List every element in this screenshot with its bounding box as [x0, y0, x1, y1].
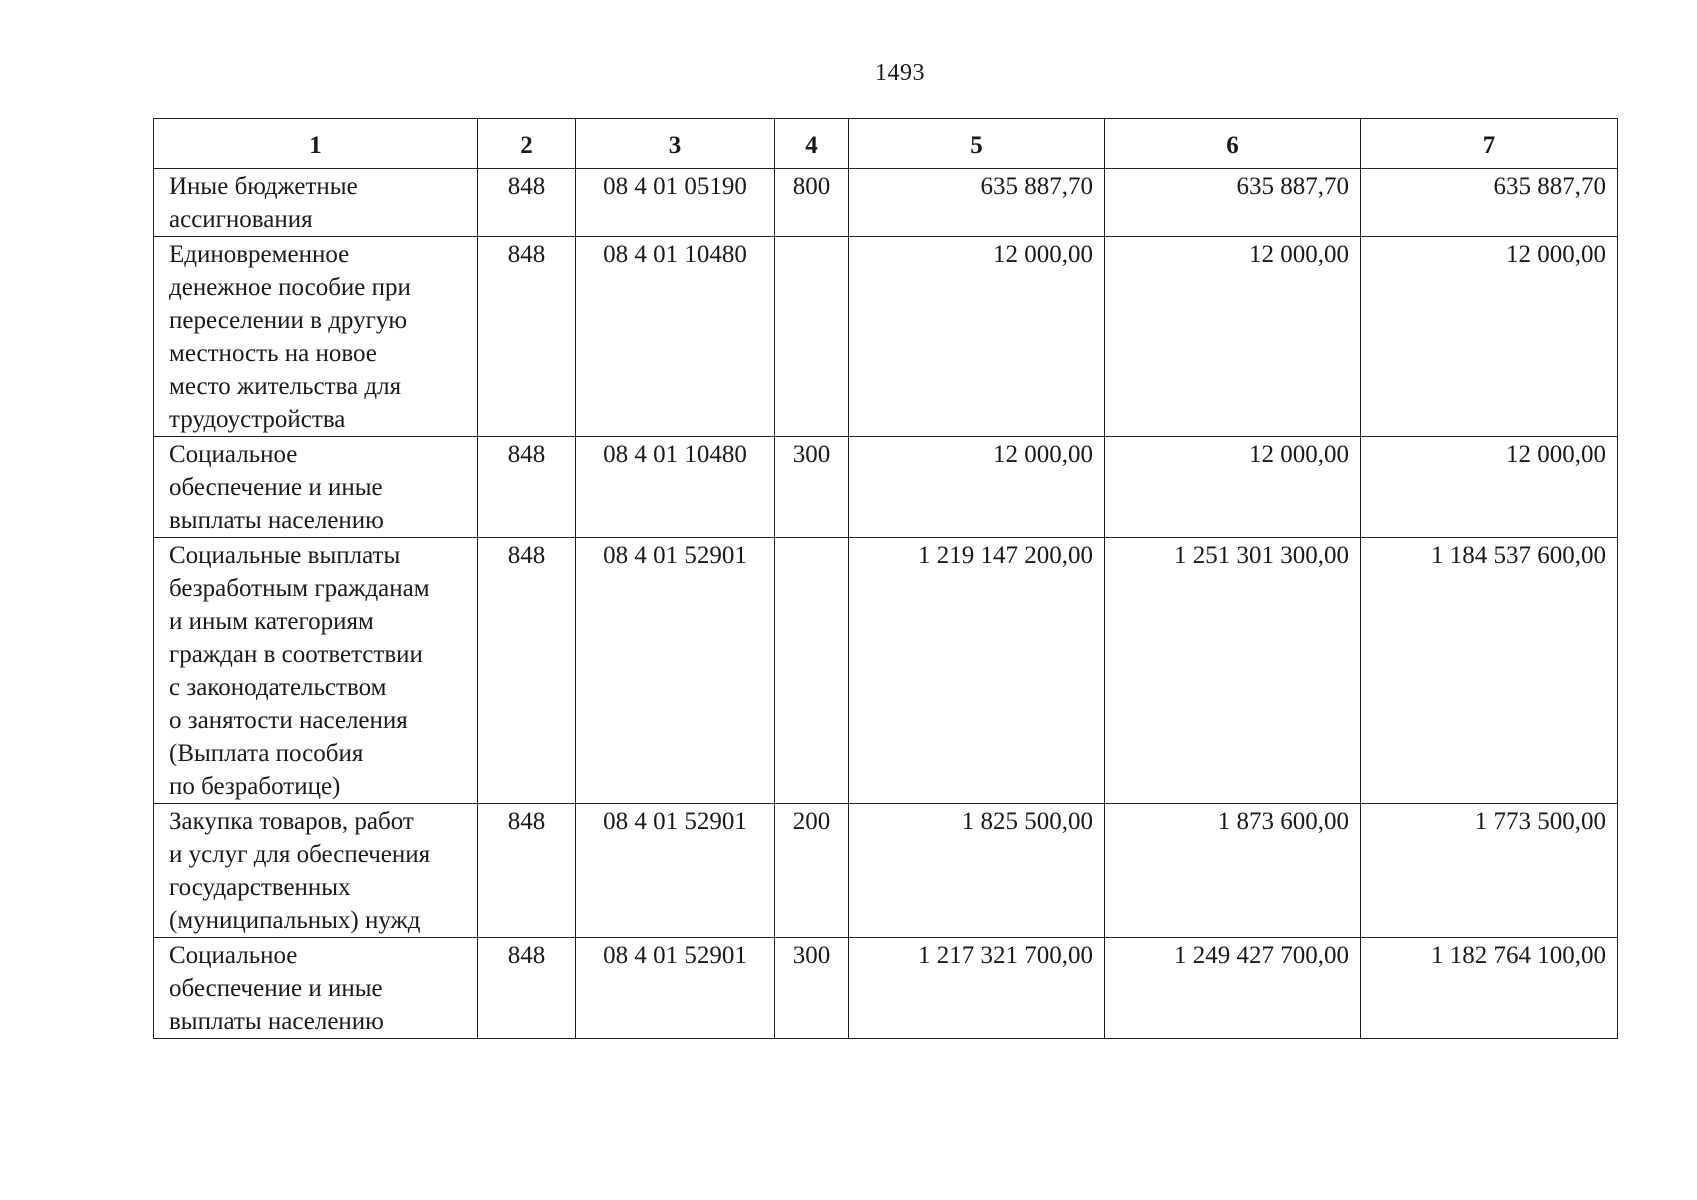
table-header	[154, 119, 1618, 169]
table-row	[154, 938, 1618, 1039]
col5-cell: 12 000,00	[849, 237, 1105, 437]
col4-cell	[775, 538, 849, 804]
name-line: выплаты населению	[169, 1008, 384, 1035]
header-cell-6: 6	[1105, 119, 1361, 169]
col2-cell: 848	[478, 538, 576, 804]
col6-cell: 1 873 600,00	[1105, 804, 1361, 938]
col5-cell: 1 825 500,00	[849, 804, 1105, 938]
name-line: обеспечение и иные	[169, 474, 383, 501]
col4-cell: 300	[775, 437, 849, 538]
col5-cell: 12 000,00	[849, 437, 1105, 538]
col2-cell: 848	[478, 804, 576, 938]
name-line: переселении в другую	[169, 307, 408, 334]
col3-cell: 08 4 01 10480	[576, 437, 775, 538]
name-line: выплаты населению	[169, 507, 384, 534]
name-line: о занятости населения	[169, 707, 408, 734]
name-line: обеспечение и иные	[169, 975, 383, 1002]
col7-cell: 1 184 537 600,00	[1361, 538, 1618, 804]
col4-cell	[775, 237, 849, 437]
col3-cell: 08 4 01 10480	[576, 237, 775, 437]
col6-cell: 1 249 427 700,00	[1105, 938, 1361, 1039]
table-row	[154, 437, 1618, 538]
page-number: 1493	[875, 60, 925, 86]
col7-cell: 1 773 500,00	[1361, 804, 1618, 938]
col2-cell: 848	[478, 237, 576, 437]
name-line: Социальное	[169, 441, 298, 468]
col3-cell: 08 4 01 52901	[576, 538, 775, 804]
table-row	[154, 804, 1618, 938]
col6-cell: 12 000,00	[1105, 437, 1361, 538]
col2-cell: 848	[478, 169, 576, 237]
col4-cell: 300	[775, 938, 849, 1039]
name-line: по безработице)	[169, 773, 341, 800]
name-line: Иные бюджетные	[169, 173, 358, 200]
col4-cell: 800	[775, 169, 849, 237]
col5-cell: 635 887,70	[849, 169, 1105, 237]
name-line: Социальное	[169, 942, 298, 969]
col5-cell: 1 217 321 700,00	[849, 938, 1105, 1039]
row-name-cell	[154, 237, 478, 437]
col6-cell: 12 000,00	[1105, 237, 1361, 437]
name-line: ассигнования	[169, 206, 313, 233]
col4-cell: 200	[775, 804, 849, 938]
name-line: безработным гражданам	[169, 575, 430, 602]
header-cell-4: 4	[775, 119, 849, 169]
col3-cell: 08 4 01 52901	[576, 804, 775, 938]
col7-cell: 12 000,00	[1361, 437, 1618, 538]
header-cell-7: 7	[1361, 119, 1618, 169]
table-row	[154, 169, 1618, 237]
table-body	[154, 169, 1618, 1039]
row-name-cell	[154, 804, 478, 938]
col2-cell: 848	[478, 938, 576, 1039]
col7-cell: 12 000,00	[1361, 237, 1618, 437]
name-line: местность на новое	[169, 340, 377, 367]
col3-cell: 08 4 01 52901	[576, 938, 775, 1039]
budget-table	[153, 118, 1618, 1039]
header-cell-5: 5	[849, 119, 1105, 169]
name-line: (муниципальных) нужд	[169, 907, 421, 934]
name-line: денежное пособие при	[169, 274, 411, 301]
col6-cell: 635 887,70	[1105, 169, 1361, 237]
table-row	[154, 538, 1618, 804]
name-line: место жительства для	[169, 373, 402, 400]
name-line: граждан в соответствии	[169, 641, 423, 668]
name-line: государственных	[169, 874, 351, 901]
name-line: (Выплата пособия	[169, 740, 364, 767]
name-line: Социальные выплаты	[169, 542, 401, 569]
name-line: Закупка товаров, работ	[169, 808, 414, 835]
name-line: и иным категориям	[169, 608, 374, 635]
header-row	[154, 119, 1618, 169]
header-cell-3: 3	[576, 119, 775, 169]
header-cell-1: 1	[154, 119, 478, 169]
col5-cell: 1 219 147 200,00	[849, 538, 1105, 804]
col7-cell: 1 182 764 100,00	[1361, 938, 1618, 1039]
name-line: с законодательством	[169, 674, 387, 701]
name-line: Единовременное	[169, 241, 350, 268]
col6-cell: 1 251 301 300,00	[1105, 538, 1361, 804]
col2-cell: 848	[478, 437, 576, 538]
row-name-cell	[154, 538, 478, 804]
row-name-cell	[154, 938, 478, 1039]
name-line: трудоустройства	[169, 406, 346, 433]
row-name-cell	[154, 169, 478, 237]
header-cell-2: 2	[478, 119, 576, 169]
col3-cell: 08 4 01 05190	[576, 169, 775, 237]
col7-cell: 635 887,70	[1361, 169, 1618, 237]
name-line: и услуг для обеспечения	[169, 841, 431, 868]
row-name-cell	[154, 437, 478, 538]
table-row	[154, 237, 1618, 437]
